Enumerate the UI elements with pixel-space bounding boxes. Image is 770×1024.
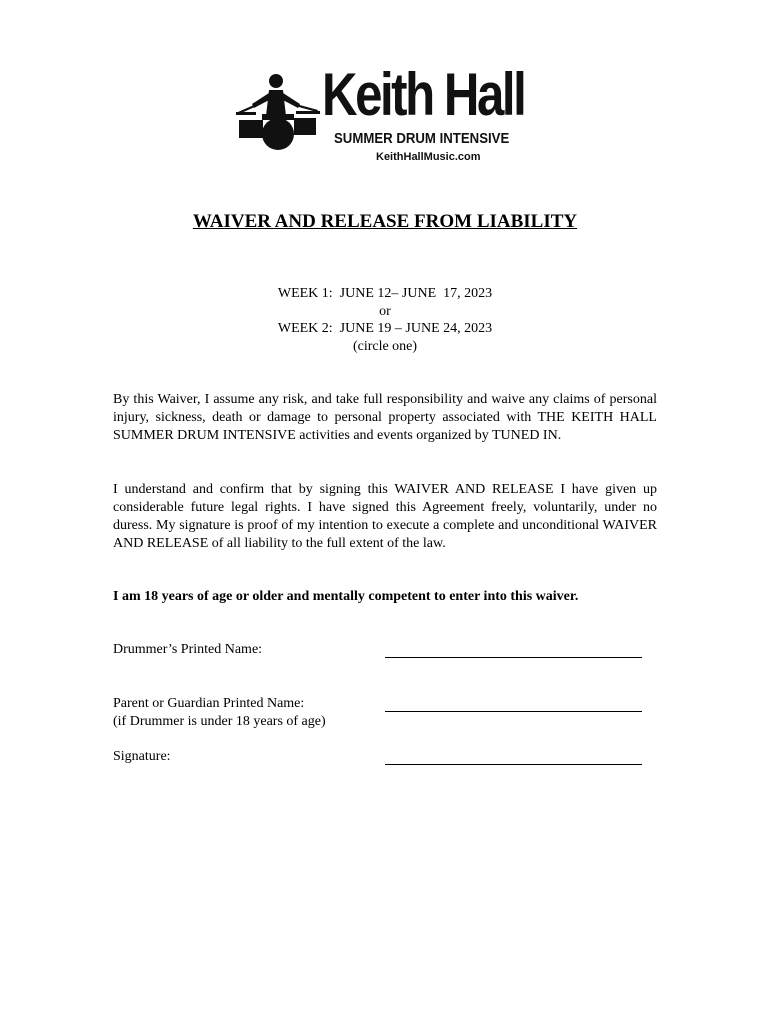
waiver-paragraph-1: By this Waiver, I assume any risk, and take full responsibility and waive any claims of personal injury, sickness, death or damage to personal property associated with THE KEITH HALL SUMMER DRUM INTENSIVE activities and events organized by TUNED IN. bbox=[113, 392, 657, 443]
guardian-name-label: Parent or Guardian Printed Name: bbox=[113, 696, 305, 711]
waiver-paragraph-2: I understand and confirm that by signing this WAIVER AND RELEASE I have given up considerable future legal rights. I have signed this Agreement freely, voluntarily, under no duress. My signature is proof of my intention to execute a complete and unconditional WAIVER AND RELEASE of all liability to the full extent of the law. bbox=[113, 482, 657, 551]
guardian-note-label: (if Drummer is under 18 years of age) bbox=[113, 714, 326, 729]
brand-name: Keith Hall bbox=[322, 61, 525, 128]
circle-one-instruction: (circle one) bbox=[352, 338, 418, 354]
or-separator: or bbox=[379, 303, 391, 319]
signature-line[interactable] bbox=[385, 764, 642, 765]
document-title: WAIVER AND RELEASE FROM LIABILITY bbox=[192, 211, 578, 232]
drummer-icon bbox=[236, 68, 322, 158]
signature-label: Signature: bbox=[113, 749, 171, 764]
logo bbox=[236, 61, 536, 168]
week-2-option: WEEK 2: JUNE 19 – JUNE 24, 2023 bbox=[277, 321, 493, 336]
brand-tagline: SUMMER DRUM INTENSIVE bbox=[334, 130, 510, 147]
drummer-name-label: Drummer’s Printed Name: bbox=[113, 642, 263, 657]
drummer-name-line[interactable] bbox=[385, 657, 642, 658]
age-statement: I am 18 years of age or older and mentally competent to enter into this waiver. bbox=[113, 589, 579, 604]
guardian-name-line[interactable] bbox=[385, 711, 642, 712]
brand-website: KeithHallMusic.com bbox=[376, 151, 481, 163]
week-1-option: WEEK 1: JUNE 12– JUNE 17, 2023 bbox=[277, 286, 493, 301]
week-options bbox=[0, 285, 770, 355]
